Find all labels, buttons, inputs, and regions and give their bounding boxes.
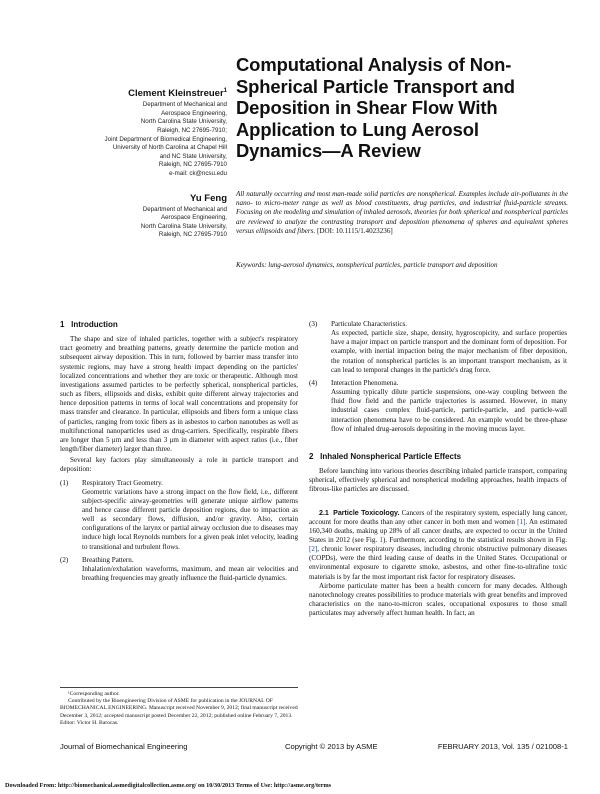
section-2-heading xyxy=(309,452,567,461)
reference-link[interactable]: [2] xyxy=(309,545,318,554)
text-run: , chronic lower respiratory diseases, including chronic obstructive pulmonary diseases (COPDs), were the third leading cause of deaths in the United States. Occupational or environmental exposure to cigarette smoke, asbestos, and other fine-to-ultrafine toxic materials is by far the most important risk factor for respiratory diseases. xyxy=(309,545,567,581)
footnote-line: ¹Corresponding author. xyxy=(68,691,120,697)
reference-link[interactable]: [1] xyxy=(517,517,526,526)
list-item xyxy=(60,556,298,583)
aff-line: Department of Mechanical and xyxy=(142,205,227,213)
author-1-affiliation xyxy=(62,101,227,178)
aff-line: Raleigh, NC 27695-7910 xyxy=(158,231,227,239)
list-item-text: As expected, particle size, shape, density, hygroscopicity, and surface properties have a major impact on particle transport and the dominant form of deposition. For example, with inertial impaction being the major mechanism of fiber deposition, the rotation of nonspherical particles is an important transport mechanism, as it can lead to temporal changes in the particle's drag force. xyxy=(331,329,567,374)
left-column xyxy=(60,320,298,583)
list-item-number: (2) xyxy=(60,555,69,564)
author-1-sup: 1 xyxy=(223,88,227,94)
list-item-text: Inhalation/exhalation waveforms, maximum, and mean air velocities and breathing frequencies may greatly influence the fluid-particle dynamics. xyxy=(82,564,298,583)
section-1-number: 1 xyxy=(60,320,65,329)
list-item xyxy=(60,479,298,552)
footnote-line: Contributed by the Bioengineering Division of ASME for publication in the JOURNAL OF BIOMECHANICAL ENGINEERING. Manuscript received November 9, 2012; final manuscript received December 3, 2012; accepted manuscript posted December 22, 2012; published online February 7, 2013. Editor: Victor H. Barocas. xyxy=(60,698,298,726)
section-2-number: 2 xyxy=(309,451,314,461)
author-2-name: Yu Feng xyxy=(190,192,227,204)
paragraph: The shape and size of inhaled particles, together with a subject's respiratory tract geometry and breathing patterns, greatly determine the particle motion and subsequent airway deposition. This in turn, followed by barrier mass transfer into systemic regions, may have a strong health impact depending on the particles' localized concentrations and whether they are toxic or therapeutic. Although most investigations assumed particles to be perfectly spherical, nonspherical particles, such as fibers, ellipsoids and disks, exhibit quite different airway trajectories and hence deposition patterns in terms of local wall concentrations and propensity for mass transfer and clearance. In particular, ellipsoids and fibers form a unique class of particles, ranging from toxic fibers as in asbestos to carbon nanotubes as well as multifunctional nanoparticles used as drug-carriers. Specifically, respirable fibers are longer than 5 μm and less than 3 μm in diameter with aspect ratios (i.e., fiber length/fiber diameter) larger than three. xyxy=(60,335,298,454)
list-item-number: (4) xyxy=(309,378,318,387)
list-item-title: Interaction Phenomena. xyxy=(331,378,399,387)
aff-line: and NC State University, xyxy=(159,152,227,160)
footer-issue: FEBRUARY 2013, Vol. 135 / 021008-1 xyxy=(437,742,568,751)
author-1-name: Clement Kleinstreuer xyxy=(128,88,224,100)
paragraph: Several key factors play simultaneously a role in particle transport and deposition: xyxy=(60,456,298,474)
list-item-text: Geometric variations have a strong impact on the flow field, i.e., different subject-specific airway-geometries will generate unique airflow patterns and hence cause different particle deposition regions, due to impaction as well as secondary flows, diffusion, and/or gravity. Also, certain configurations of the larynx or partial airway occlusion due to diseases may induce high local Reynolds numbers for a given peak inlet velocity, leading to transitional and turbulent flows. xyxy=(82,487,298,551)
paper-title: Computational Analysis of Non-Spherical Particle Transport and Deposition in Shear Flow With Application to Lung Aerosol Dynamics—A Review xyxy=(236,54,515,161)
footer-copyright: Copyright © 2013 by ASME xyxy=(285,742,378,751)
author-email[interactable]: e-mail: ck@ncsu.edu xyxy=(169,169,227,177)
list-item xyxy=(309,379,567,434)
paragraph: Airborne particulate matter has been a health concern for many decades. Although nanotechnology creates possibilities to produce materials with great benefits and improved characteristics on the nano-to-micron scales, occupational exposures to those small particulates may adversely affect human health. In fact, an xyxy=(309,581,567,618)
list-item-title: Breathing Pattern. xyxy=(82,555,134,564)
list-item-number: (3) xyxy=(309,320,318,328)
text-run: ). Furthermore, according to the statistical results shown in Fig. xyxy=(382,535,567,544)
abstract-text: All naturally occurring and most man-made solid particles are nonspherical. Examples include air-pollutants in the nano- to micro-meter range as well as blood constituents, drug particles, and industrial fluid-particle streams. Focusing on the modeling and simulation of inhaled aerosols, theories for both spherical and nonspherical particles are reviewed to analyze the contrasting transport and deposition phenomena of spheres and equivalent spheres versus ellipsoids and fibers. xyxy=(236,190,568,235)
paragraph-2-1 xyxy=(309,509,567,582)
section-1-title: Introduction xyxy=(71,320,118,329)
footer-journal: Journal of Biomechanical Engineering xyxy=(60,742,188,751)
keywords: Keywords: lung-aerosol dynamics, nonspherical particles, particle transport and deposition xyxy=(236,261,498,269)
list-item-title: Particulate Characteristics. xyxy=(331,320,408,328)
list-item-text: Assuming typically dilute particle suspensions, one-way coupling between the fluid flow field and the particle trajectories is assumed. However, in many industrial cases complex fluid-particle, particle-particle, and particle-wall interaction phenomena have to be considered. An example would be three-phase flow of inhaled drug-aerosols depositing in the moving mucus layer. xyxy=(331,388,567,433)
footnote xyxy=(60,687,298,727)
author-2-affiliation xyxy=(62,206,227,240)
section-1-heading xyxy=(60,320,298,329)
download-notice: Downloaded From: http://biomechanical.asmedigitalcollection.asme.org/ on 10/30/2013 Terms of Use: http://asme.org/terms xyxy=(5,782,332,789)
text-run: Cancers of the respiratory system, especially lung cancer, account for more deaths than any other cancer in both men and women xyxy=(309,508,567,526)
aff-line: North Carolina State University, xyxy=(140,118,227,126)
aff-line: Raleigh, NC 27695-7910; xyxy=(157,126,227,134)
list-item-number: (1) xyxy=(60,478,69,487)
subsection-number: 2.1 xyxy=(319,508,329,517)
right-column xyxy=(309,320,567,618)
author-2 xyxy=(62,193,227,240)
author-block xyxy=(62,88,227,240)
aff-line: Aerospace Engineering, xyxy=(160,214,227,222)
doi[interactable]: [DOI: 10.1115/1.4023236] xyxy=(317,226,393,235)
aff-line: Aerospace Engineering, xyxy=(160,109,227,117)
aff-line: North Carolina State University, xyxy=(140,222,227,230)
subsection-title: Particle Toxicology. xyxy=(333,508,400,517)
paragraph: Before launching into various theories describing inhaled particle transport, comparing spherical, effectively spherical and nonspherical modeling approaches, health impacts of fibrous-like particles are discussed. xyxy=(309,467,567,494)
figure-link[interactable]: 1 xyxy=(379,535,383,544)
section-2-title: Inhaled Nonspherical Particle Effects xyxy=(320,451,462,461)
aff-line: Department of Mechanical and xyxy=(142,101,227,109)
aff-line: University of North Carolina at Chapel Hill xyxy=(112,144,227,152)
list-item xyxy=(309,320,567,375)
list-item-title: Respiratory Tract Geometry. xyxy=(82,478,163,487)
abstract xyxy=(236,190,568,236)
aff-line: Joint Department of Biomedical Engineering, xyxy=(104,135,227,143)
aff-line: Raleigh, NC 27695-7910 xyxy=(158,161,227,169)
author-1 xyxy=(62,88,227,179)
text-run: . An estimated 160,340 deaths, making up 28% of all cancer deaths, are expected to occur in the United States in 2012 (see Fig. xyxy=(309,517,567,544)
